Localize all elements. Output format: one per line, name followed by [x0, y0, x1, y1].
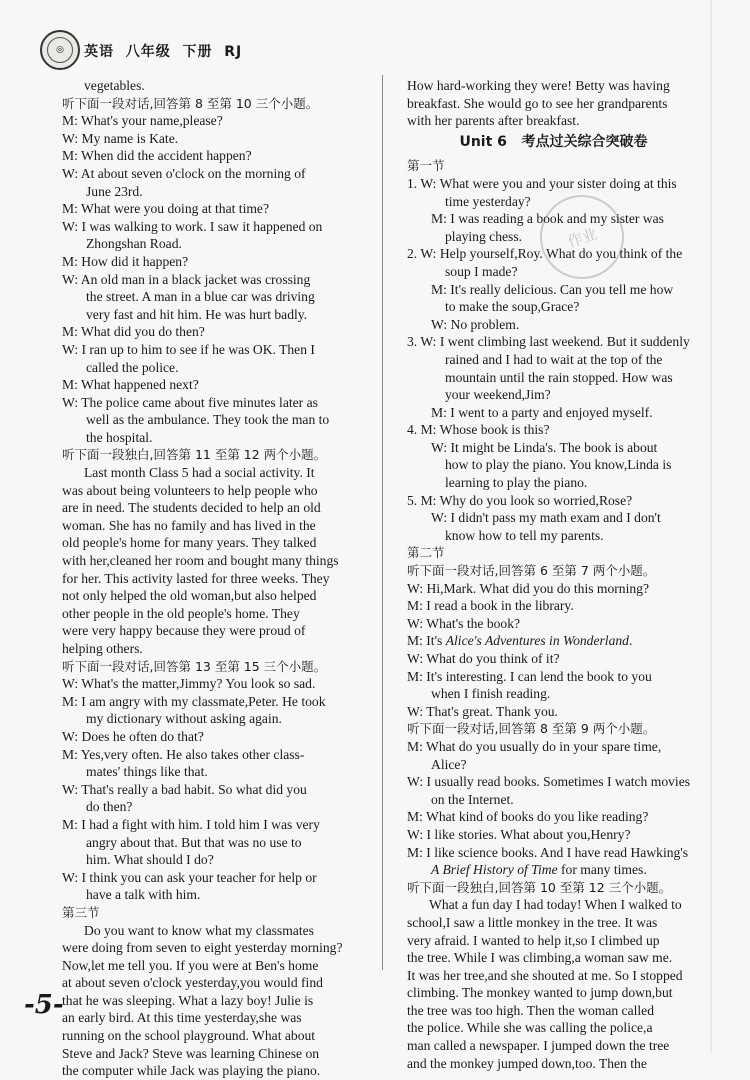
instruction-line: [407, 544, 700, 562]
text-line: [62, 429, 362, 447]
line-text: the street. A man in a blue car was driving: [86, 289, 315, 305]
line-text: W: What's the matter,Jimmy? You look so sad.: [62, 676, 316, 692]
line-text: M: I was reading a book and my sister was: [431, 211, 664, 227]
line-text: climbing. The monkey wanted to jump down,but: [407, 985, 673, 1001]
line-text: W: At about seven o'clock on the morning of: [62, 165, 306, 181]
line-text-tail: for many times.: [557, 862, 647, 878]
text-line: [407, 932, 700, 950]
text-line: [62, 183, 362, 201]
text-line: [62, 834, 362, 852]
line-text: 1. W: What were you and your sister doing at this: [407, 175, 677, 191]
line-text: and the monkey jumped down,too. Then the: [407, 1055, 647, 1071]
line-text: M: Yes,very often. He also takes other class-: [62, 746, 305, 762]
text-line: [407, 914, 700, 932]
line-text: other people in the old people's home. They: [62, 605, 300, 621]
line-text: your weekend,Jim?: [445, 387, 551, 403]
line-text: the hospital.: [86, 429, 153, 445]
line-text: W: The police came about five minutes later as: [62, 394, 318, 410]
text-line: [62, 235, 362, 253]
text-line: [407, 1019, 700, 1037]
text-line: [407, 228, 700, 246]
text-line: [62, 376, 362, 394]
line-text: do then?: [86, 799, 133, 815]
line-text: M: I went to a party and enjoyed myself.: [431, 404, 653, 420]
text-line: [62, 622, 362, 640]
line-text: old people's home for many years. They talked: [62, 535, 317, 551]
text-line: [62, 341, 362, 359]
text-line: [62, 957, 362, 975]
line-text: with her parents after breakfast.: [407, 113, 580, 129]
line-text: school,I saw a little monkey in the tree. It was: [407, 914, 658, 930]
text-line: [62, 640, 362, 658]
text-line: [62, 1027, 362, 1045]
line-text: 第一节: [407, 158, 445, 174]
line-text: 听下面一段对话,回答第 8 至第 10 三个小题。: [62, 95, 319, 111]
line-text: have a talk with him.: [86, 887, 201, 903]
instruction-line: [62, 446, 362, 464]
line-text: called the police.: [86, 359, 179, 375]
line-text: W: My name is Kate.: [62, 130, 179, 146]
line-text: Unit 6 考点过关综合突破卷: [459, 133, 648, 150]
text-line: [407, 738, 700, 756]
text-line: [62, 798, 362, 816]
text-line: [62, 1062, 362, 1080]
line-text: was about being volunteers to help people who: [62, 482, 318, 498]
text-line: [407, 773, 700, 791]
text-line: [62, 359, 362, 377]
line-text: Do you want to know what my classmates: [84, 922, 314, 938]
line-text: It was her tree,and she shouted at me. So I stopped: [407, 967, 683, 983]
line-text: 第三节: [62, 904, 100, 920]
text-line: [407, 369, 700, 387]
text-line: [62, 165, 362, 183]
line-text: very fast and hit him. He was hurt badly.: [86, 306, 308, 322]
instruction-line: [62, 95, 362, 113]
book-title-italic: Alice's Adventures in Wonderland: [445, 633, 629, 649]
line-text: the police. While she was calling the police,a: [407, 1020, 653, 1036]
book-title-italic: A Brief History of Time: [431, 862, 558, 878]
text-line: [407, 826, 700, 844]
text-line: [407, 967, 700, 985]
text-line: [62, 605, 362, 623]
line-text: my dictionary without asking again.: [86, 711, 282, 727]
line-text: W: I like stories. What about you,Henry?: [407, 826, 631, 842]
line-text: W: I ran up to him to see if he was OK. Then I: [62, 341, 315, 357]
line-text: W: That's really a bad habit. So what did you: [62, 781, 307, 797]
text-line: [62, 200, 362, 218]
line-text: M: What happened next?: [62, 377, 199, 393]
text-line: [407, 597, 700, 615]
text-line: [407, 703, 700, 721]
text-line: [62, 710, 362, 728]
text-line: [62, 570, 362, 588]
line-text: W: I didn't pass my math exam and I don't: [431, 510, 661, 526]
text-line: [62, 271, 362, 289]
column-divider: [382, 75, 383, 970]
text-line: [407, 632, 700, 650]
line-text: breakfast. She would go to see her grandparents: [407, 95, 668, 111]
page-fold: [710, 0, 712, 1053]
text-line: [407, 474, 700, 492]
page-header: [38, 30, 738, 70]
text-line: [407, 77, 700, 95]
text-line: [62, 147, 362, 165]
text-line: [62, 394, 362, 412]
line-text: M: I had a fight with him. I told him I was very: [62, 816, 320, 832]
text-line: [407, 245, 700, 263]
line-text: 听下面一段对话,回答第 13 至第 15 三个小题。: [62, 658, 327, 674]
text-line: [62, 781, 362, 799]
instruction-line: [62, 658, 362, 676]
text-line: [407, 844, 700, 862]
text-line: [407, 193, 700, 211]
instruction-line: [407, 879, 700, 897]
text-line: [407, 492, 700, 510]
text-line: [62, 886, 362, 904]
line-text: time yesterday?: [445, 193, 531, 209]
line-text: 听下面一段对话,回答第 8 至第 9 两个小题。: [407, 721, 656, 737]
line-text: with her,cleaned her room and bought many things: [62, 553, 339, 569]
line-text: when I finish reading.: [431, 686, 551, 702]
line-text: M: What did you do then?: [62, 324, 205, 340]
line-text: M: What's your name,please?: [62, 113, 223, 129]
text-line: [62, 306, 362, 324]
brand-logo: [40, 30, 80, 70]
book-title: 英语 八年级 下册 RJ: [84, 44, 243, 60]
line-text-tail: .: [628, 633, 633, 649]
text-line: [62, 746, 362, 764]
line-text: M: When did the accident happen?: [62, 148, 252, 164]
text-line: [62, 992, 362, 1010]
instruction-line: [407, 720, 700, 738]
line-text: How hard-working they were! Betty was having: [407, 78, 670, 93]
text-line: [407, 210, 700, 228]
watermark-stamp: 作业: [529, 184, 635, 290]
text-line: [62, 218, 362, 236]
line-text: the tree. While I was climbing,a woman saw me.: [407, 950, 673, 966]
text-line: [62, 587, 362, 605]
line-text: 4. M: Whose book is this?: [407, 422, 550, 438]
line-text: mates' things like that.: [86, 764, 208, 780]
text-line: [407, 404, 700, 422]
instruction-line: [62, 904, 362, 922]
line-text: an early bird. At this time yesterday,she was: [62, 1010, 302, 1026]
text-line: [62, 974, 362, 992]
line-text: rained and I had to wait at the top of the: [445, 351, 663, 367]
instruction-line: [407, 562, 700, 580]
text-line: [407, 439, 700, 457]
text-line: [62, 77, 362, 95]
text-line: [407, 175, 700, 193]
text-line: [62, 1045, 362, 1063]
line-text: M: What were you doing at that time?: [62, 201, 269, 217]
line-text: for her. This activity lasted for three weeks. They: [62, 570, 330, 586]
line-text: him. What should I do?: [86, 852, 214, 868]
line-text: W: Does he often do that?: [62, 728, 204, 744]
text-line: [407, 527, 700, 545]
line-text: M: What do you usually do in your spare time,: [407, 738, 662, 754]
line-text: Steve and Jack? Steve was learning Chinese on: [62, 1045, 320, 1061]
text-line: [407, 949, 700, 967]
text-line: [407, 580, 700, 598]
text-line: [407, 861, 700, 879]
text-line: [62, 411, 362, 429]
line-text: the computer while Jack was playing the piano.: [62, 1063, 321, 1079]
text-line: [407, 351, 700, 369]
text-line: [62, 1009, 362, 1027]
text-line: [62, 728, 362, 746]
line-text: W: I usually read books. Sometimes I watch movies: [407, 774, 691, 790]
text-line: [407, 1055, 700, 1073]
line-text: W: No problem.: [431, 316, 520, 332]
text-line: [62, 851, 362, 869]
text-line: [62, 675, 362, 693]
line-text: M: I am angry with my classmate,Peter. He took: [62, 693, 326, 709]
line-text: that he was sleeping. What a lazy boy! Julie is: [62, 992, 314, 1008]
line-text: M: It's interesting. I can lend the book to you: [407, 668, 652, 684]
text-line: [62, 323, 362, 341]
line-text: 5. M: Why do you look so worried,Rose?: [407, 492, 633, 508]
text-line: [407, 1037, 700, 1055]
text-line: [407, 112, 700, 130]
text-line: [62, 816, 362, 834]
line-text: man called a newspaper. I jumped down the tree: [407, 1038, 670, 1054]
line-text: running on the school playground. What about: [62, 1028, 316, 1044]
section-title: [407, 134, 700, 152]
line-text: are in need. The students decided to help an old: [62, 500, 321, 516]
text-line: [62, 534, 362, 552]
text-line: [407, 756, 700, 774]
text-line: [407, 263, 700, 281]
line-text: M: I read a book in the library.: [407, 598, 574, 614]
line-text: playing chess.: [445, 228, 523, 244]
text-line: [62, 552, 362, 570]
text-line: [62, 693, 362, 711]
text-line: [407, 615, 700, 633]
line-text: to make the soup,Grace?: [445, 299, 580, 315]
line-text: soup I made?: [445, 263, 518, 279]
text-line: [62, 130, 362, 148]
text-line: [407, 791, 700, 809]
line-text: W: It might be Linda's. The book is about: [431, 439, 658, 455]
page-number: -5-: [24, 990, 64, 1020]
text-line: [62, 939, 362, 957]
text-line: [62, 482, 362, 500]
line-text: well as the ambulance. They took the man to: [86, 412, 330, 428]
line-text: 第二节: [407, 545, 445, 561]
line-text: very afraid. I wanted to help it,so I climbed up: [407, 932, 660, 948]
text-line: [407, 456, 700, 474]
line-text: 听下面一段对话,回答第 6 至第 7 两个小题。: [407, 563, 656, 579]
text-line: [407, 316, 700, 334]
line-text: how to play the piano. You know,Linda is: [445, 457, 672, 473]
text-line: [407, 509, 700, 527]
text-line: [407, 386, 700, 404]
line-text: the tree was too high. Then the woman called: [407, 1002, 655, 1018]
text-line: [62, 499, 362, 517]
text-line: [407, 95, 700, 113]
line-text: learning to play the piano.: [445, 475, 588, 491]
line-text: M: It's really delicious. Can you tell me how: [431, 281, 674, 297]
text-line: [407, 281, 700, 299]
text-line: [62, 763, 362, 781]
text-line: [62, 922, 362, 940]
text-line: [407, 668, 700, 686]
line-text: M: How did it happen?: [62, 253, 189, 269]
text-line: [407, 685, 700, 703]
logo-seal-icon: ◎: [47, 37, 73, 63]
line-text: Alice?: [431, 756, 467, 772]
line-text: 听下面一段独白,回答第 10 至第 12 三个小题。: [407, 879, 672, 895]
line-text: W: Hi,Mark. What did you do this morning?: [407, 580, 650, 596]
line-text: June 23rd.: [86, 183, 143, 199]
line-text: on the Internet.: [431, 791, 514, 807]
text-line: [62, 464, 362, 482]
line-text: What a fun day I had today! When I walked to: [429, 897, 682, 913]
line-text: W: That's great. Thank you.: [407, 703, 558, 719]
left-column: [62, 77, 362, 1080]
line-text: M: What kind of books do you like reading?: [407, 809, 649, 825]
text-line: [62, 869, 362, 887]
line-text: Zhongshan Road.: [86, 236, 182, 252]
instruction-line: [407, 157, 700, 175]
text-line: [407, 333, 700, 351]
line-text: 3. W: I went climbing last weekend. But it suddenly: [407, 334, 690, 350]
line-text: not only helped the old woman,but also helped: [62, 588, 317, 604]
line-text: know how to tell my parents.: [445, 527, 604, 543]
text-line: [407, 808, 700, 826]
line-text: W: I think you can ask your teacher for help or: [62, 869, 317, 885]
text-line: [407, 650, 700, 668]
text-line: [62, 112, 362, 130]
line-text: 听下面一段独白,回答第 11 至第 12 两个小题。: [62, 447, 327, 463]
text-line: [407, 298, 700, 316]
line-text: W: What do you think of it?: [407, 651, 560, 666]
text-line: [62, 253, 362, 271]
text-line: [407, 896, 700, 914]
line-text: Last month Class 5 had a social activity. It: [84, 465, 315, 481]
text-line: [407, 1002, 700, 1020]
text-line: [407, 421, 700, 439]
line-text: mountain until the rain stopped. How was: [445, 369, 673, 385]
right-column: [407, 77, 700, 1072]
line-text: woman. She has no family and has lived in the: [62, 517, 316, 533]
line-text: at about seven o'clock yesterday,you would find: [62, 975, 323, 991]
line-text: vegetables.: [84, 78, 145, 93]
line-text: were doing from seven to eight yesterday morning?: [62, 940, 343, 956]
line-text: Now,let me tell you. If you were at Ben's home: [62, 957, 319, 973]
line-text: M: It's: [407, 633, 446, 649]
line-text: W: An old man in a black jacket was crossing: [62, 271, 311, 287]
line-text: 2. W: Help yourself,Roy. What do you think of the: [407, 246, 683, 262]
line-text: M: I like science books. And I have read Hawking's: [407, 844, 689, 860]
text-line: [62, 288, 362, 306]
text-line: [407, 984, 700, 1002]
text-line: [62, 517, 362, 535]
line-text: were very happy because they were proud of: [62, 623, 306, 639]
line-text: W: I was walking to work. I saw it happened on: [62, 218, 323, 234]
line-text: W: What's the book?: [407, 615, 521, 631]
line-text: angry about that. But that was no use to: [86, 834, 302, 850]
line-text: helping others.: [62, 641, 143, 656]
